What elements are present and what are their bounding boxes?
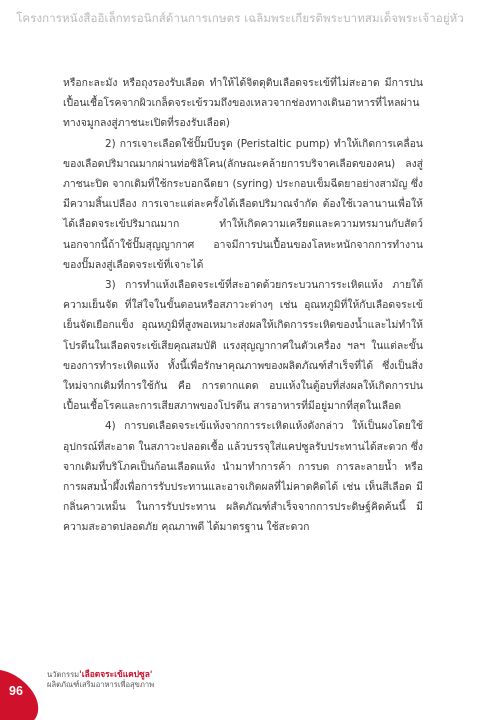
footer-book-title: เลือดจระเข้แคปซูล <box>81 669 150 679</box>
page-number: 96 <box>9 684 23 698</box>
paragraph-item-4: 4) การบดเลือดจระเข้แห้งจากการระเหิดแห้งดังกล่าว ให้เป็นผงโดยใช้อุปกรณ์ที่สะอาด ในสภาวะปลอดเชื้อ แล้วบรรจุใส่แคปซูลรับประทานได้สะดวก ซึ่งจากเดิมที่บริโภคเป็นก้อนเลือดแห้ง นำมาทำการค้า การบด การละลายน้ำ หรือการผสมน้ำผึ้งเพื่อการรับประทานและอาจเกิดผลที่ไม่คาดคิดได้ เช่น เห็นสีเลือด มีกลิ่นคาวเหม็น ในการรับประทาน ผลิตภัณฑ์สำเร็จจากการประดิษฐ์คิดค้นนี้ มีความสะอาดปลอดภัย คุณภาพดี ได้มาตรฐาน ใช้สะดวก <box>63 420 423 534</box>
paragraph-continuation: หรือกะละมัง หรือถุงรองรับเลือด ทำให้ได้จิตดุติบเลือดจระเข้ที่ไม่สะอาด มีการปนเปื้อนเชื้อโรคจากผิวเกล็ดจระเข้รวมถึงของเหลวจากช่องทางเดินอาหารที่ไหลผ่านทางจมูกลงสู่ภาชนะเปิดที่รองรับเลือด) <box>63 77 423 130</box>
body-text <box>63 73 423 538</box>
paragraph-item-2: 2) การเจาะเลือดใช้ปั๊มบีบรูด (Peristaltic pump) ทำให้เกิดการเคลื่อนของเลือดปริมาณมากผ่านท่อซิลิโคน(ลักษณะคล้ายการบริจาคเลือดของคน) ลงสู่ภาชนะปิด จากเดิมที่ใช้กระบอกฉีดยา (syring) ประกอบเข็มฉีดยาอย่างสามัญ ซึ่งมีความสิ้นเปลือง การเจาะแต่ละครั้งได้เลือดปริมาณจำกัด ต้องใช้เวลานานเพื่อให้ได้เลือดจระเข้ปริมาณมาก ทำให้เกิดความเครียดและความทรมานกับสัตว์ นอกจากนี้ถ้าใช้ปั๊มสุญญากาศ อาจมีการปนเปื้อนของโลหะหนักจากการทำงานของปั๊มลงสู่เลือดจระเข้ที่เจาะได้ <box>63 137 423 271</box>
paragraph-item-3: 3) การทำแห้งเลือดจระเข้ที่สะอาดด้วยกระบวนการระเหิดแห้ง ภายใต้ความเย็นจัด ที่ใส่ใจในขั้นตอนหรือสภาวะต่างๆ เช่น อุณหภูมิที่ให้กับเลือดจระเข้เย็นจัดเยือกแข็ง อุณหภูมิที่สูงพอเหมาะส่งผลให้เกิดการระเหิดของน้ำและไม่ทำให้โปรตีนในเลือดจระเข้เสียคุณสมบัติ แรงสุญญากาศในตัวเครื่อง ฯลฯ ในแต่ละขั้นของการทำระเหิดแห้ง ทั้งนี้เพื่อรักษาคุณภาพของผลิตภัณฑ์สำเร็จที่ได้ ซึ่งเป็นสิ่งใหม่จากเดิมที่การใช้กัน คือ การตากแดด อบแห้งในตู้อบที่ส่งผลให้เกิดการปนเปื้อนเชื้อโรคและการเสียสภาพของโปรตีน สารอาหารที่มีอยู่มากที่สุดในเลือด <box>63 279 423 413</box>
footer-book-info: นวัตกรรม'เลือดจระเข้แคปซูล' ผลิตภัณฑ์เสริมอาหารเพื่อสุขภาพ <box>47 669 155 689</box>
running-header-title: โครงการหนังสืออิเล็กทรอนิกส์ด้านการเกษตร เฉลิมพระเกียรติพระบาทสมเด็จพระเจ้าอยู่หัว <box>16 11 464 25</box>
footer-subtitle: ผลิตภัณฑ์เสริมอาหารเพื่อสุขภาพ <box>47 680 155 689</box>
footer-book-title-prefix: นวัตกรรม <box>47 670 80 679</box>
